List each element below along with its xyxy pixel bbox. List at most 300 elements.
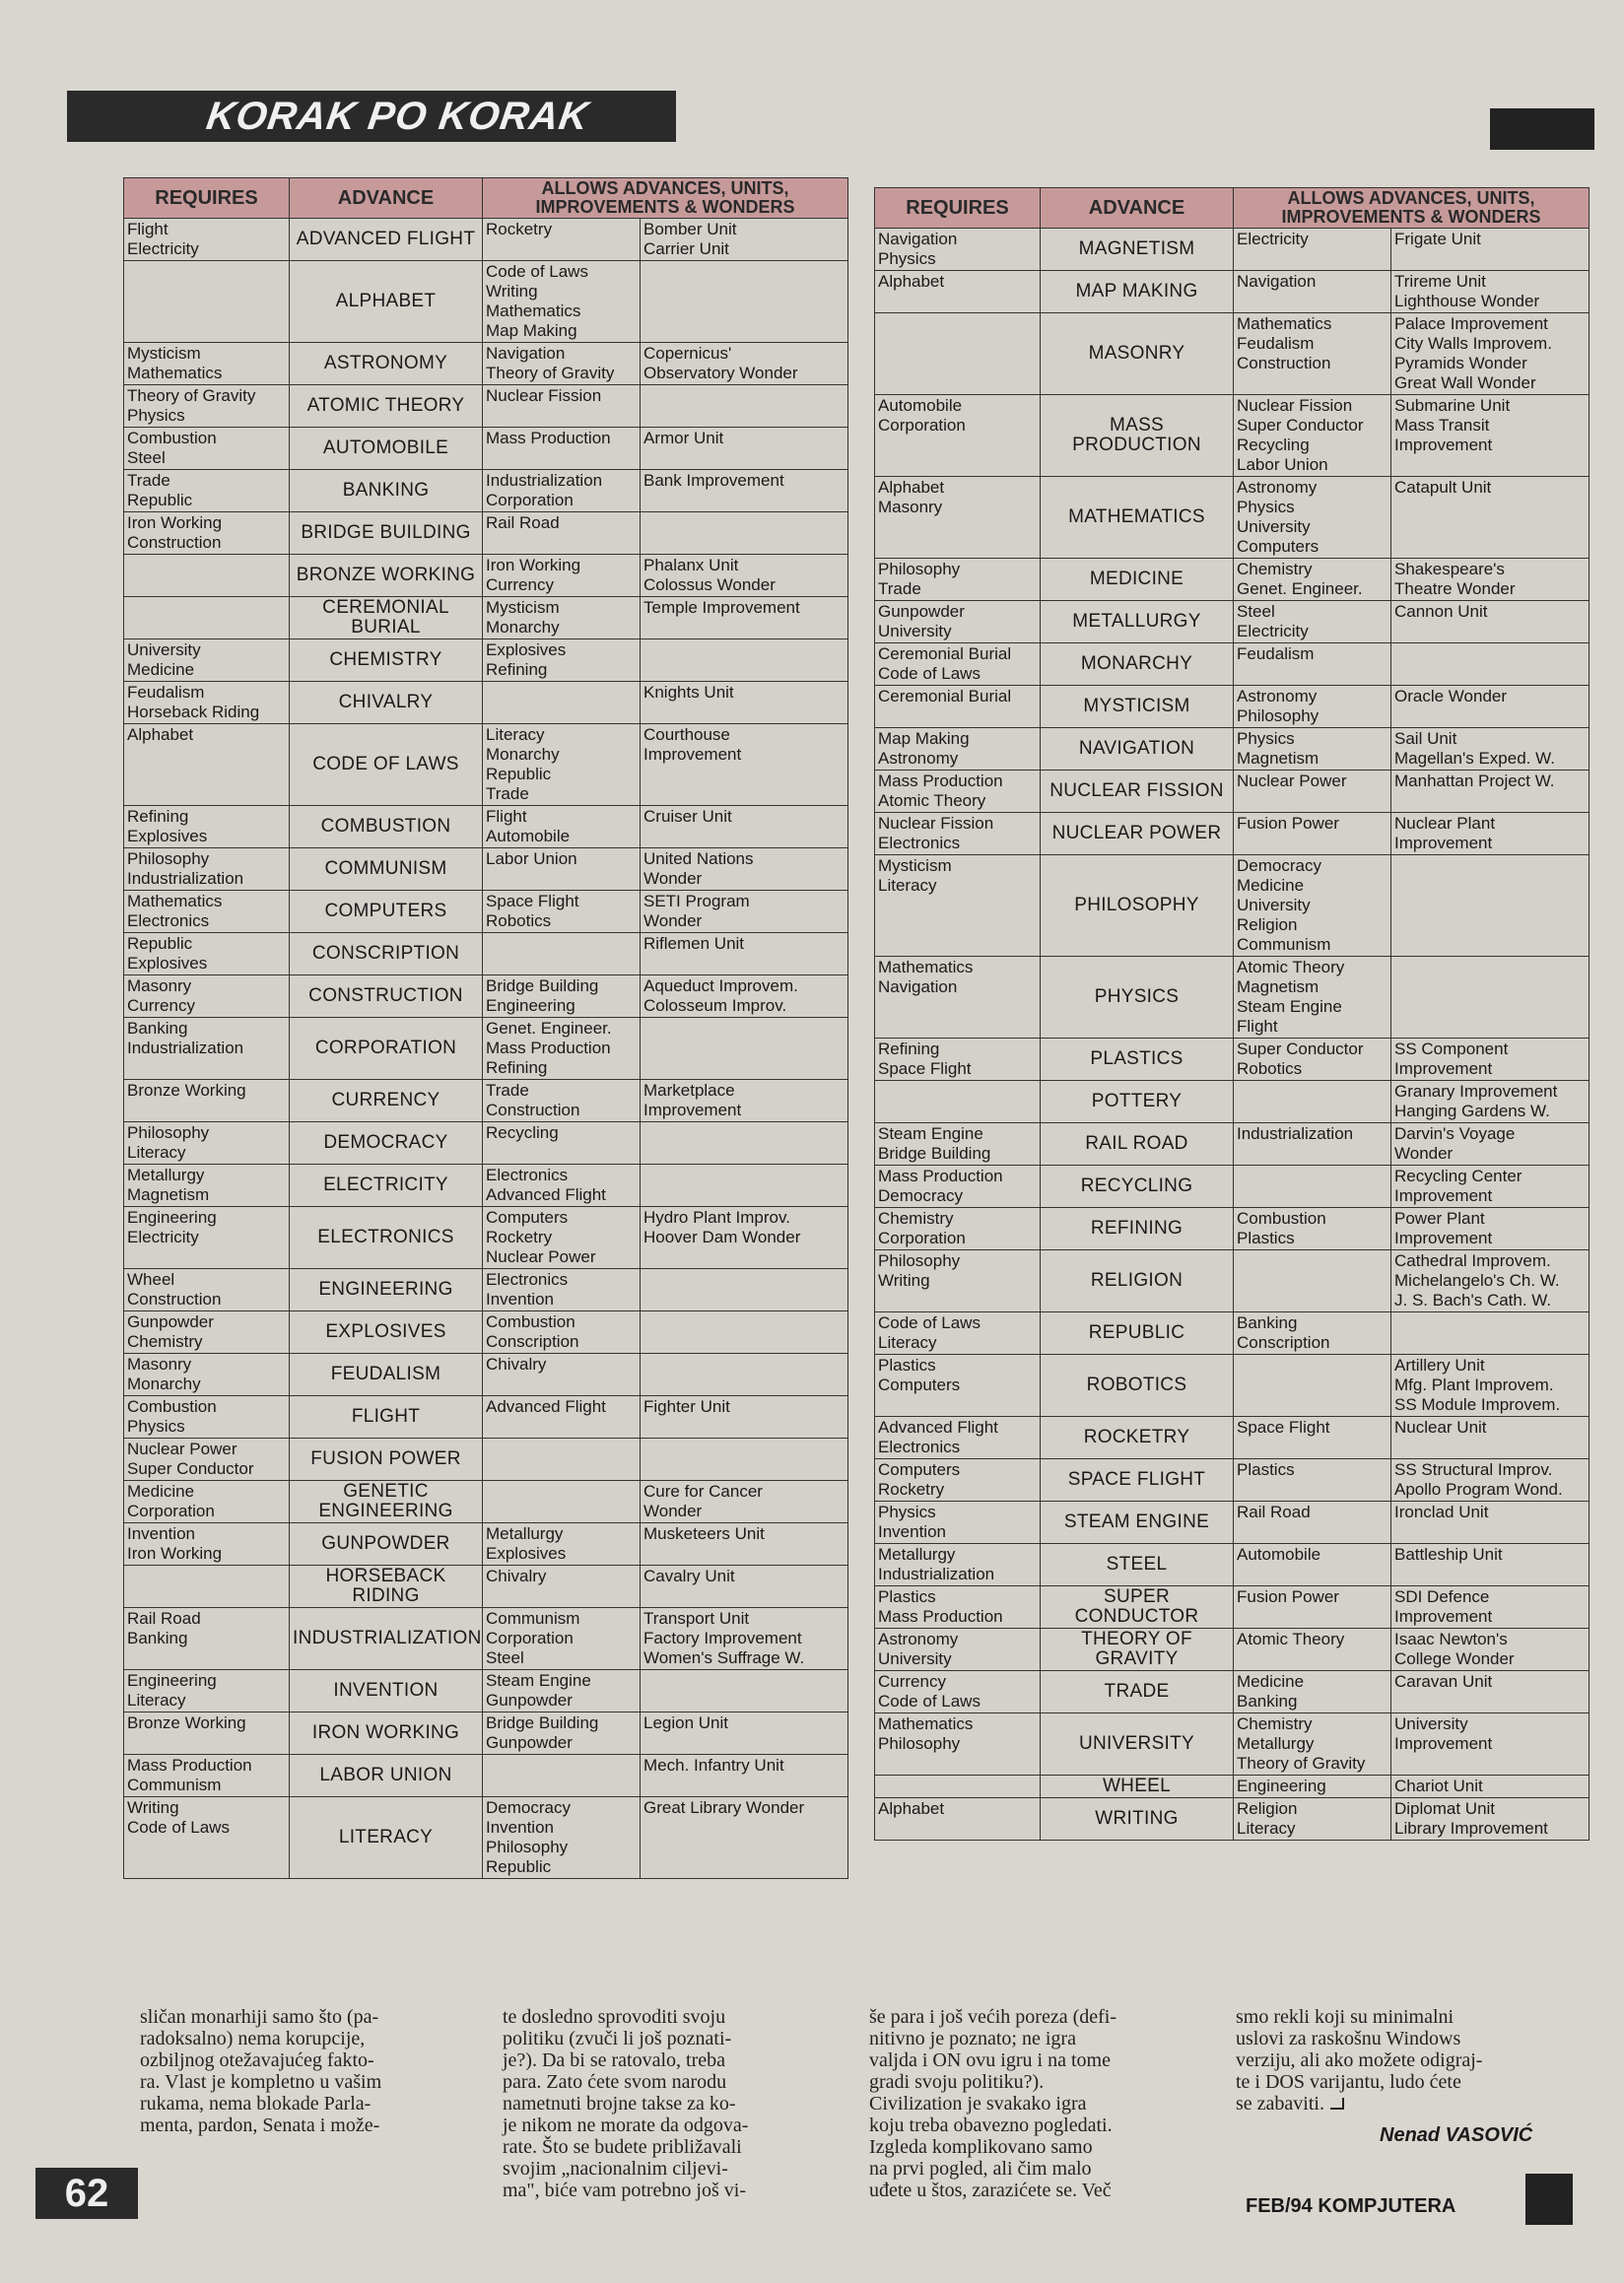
cell-allows-units: Great Library Wonder: [641, 1797, 848, 1879]
table-row: [875, 477, 1590, 559]
table-row: [875, 1544, 1590, 1586]
table-row: [875, 686, 1590, 728]
table-row: [124, 555, 848, 597]
cell-allows-units: Catapult Unit: [1391, 477, 1590, 559]
cell-advance: ELECTRICITY: [290, 1165, 483, 1207]
cell-allows-units: [641, 1439, 848, 1481]
table-row: [875, 1081, 1590, 1123]
table-row: [875, 1312, 1590, 1355]
table-row: [124, 975, 848, 1018]
cell-allows-advances: Navigation Theory of Gravity: [483, 343, 641, 385]
cell-allows-units: [641, 639, 848, 682]
table-row: [124, 1608, 848, 1670]
col-allows-header: ALLOWS ADVANCES, UNITS, IMPROVEMENTS & WONDERS: [483, 178, 848, 219]
cell-allows-advances: Literacy Monarchy Republic Trade: [483, 724, 641, 806]
cell-allows-units: [1391, 855, 1590, 957]
cell-allows-advances: Combustion Conscription: [483, 1311, 641, 1354]
cell-advance: ROBOTICS: [1041, 1355, 1234, 1417]
cell-requires: Nuclear Fission Electronics: [875, 813, 1041, 855]
table-row: [875, 1250, 1590, 1312]
table-row: [124, 933, 848, 975]
cell-allows-units: Bank Improvement: [641, 470, 848, 512]
cell-allows-units: Temple Improvement: [641, 597, 848, 639]
cell-allows-units: Manhattan Project W.: [1391, 771, 1590, 813]
cell-allows-units: Cruiser Unit: [641, 806, 848, 848]
cell-requires: Alphabet: [124, 724, 290, 806]
table-header-row: [124, 178, 848, 219]
cell-advance: DEMOCRACY: [290, 1122, 483, 1165]
cell-requires: Navigation Physics: [875, 229, 1041, 271]
end-mark-icon: [1330, 2098, 1344, 2110]
cell-allows-advances: Democracy Invention Philosophy Republic: [483, 1797, 641, 1879]
cell-advance: NAVIGATION: [1041, 728, 1234, 771]
cell-advance: COMMUNISM: [290, 848, 483, 891]
cell-allows-advances: Steel Electricity: [1234, 601, 1391, 643]
cell-advance: INVENTION: [290, 1670, 483, 1712]
cell-allows-advances: Fusion Power: [1234, 813, 1391, 855]
table-row: [875, 1039, 1590, 1081]
table-row: [124, 1670, 848, 1712]
cell-advance: ASTRONOMY: [290, 343, 483, 385]
cell-allows-advances: [1234, 1081, 1391, 1123]
cell-advance: RECYCLING: [1041, 1166, 1234, 1208]
cell-allows-advances: Nuclear Fission: [483, 385, 641, 428]
cell-advance: LITERACY: [290, 1797, 483, 1879]
cell-allows-advances: Atomic Theory: [1234, 1629, 1391, 1671]
cell-allows-advances: Rail Road: [1234, 1502, 1391, 1544]
cell-allows-units: Sail Unit Magellan's Exped. W.: [1391, 728, 1590, 771]
cell-requires: Mysticism Mathematics: [124, 343, 290, 385]
cell-allows-advances: Space Flight Robotics: [483, 891, 641, 933]
cell-requires: Alphabet Masonry: [875, 477, 1041, 559]
cell-allows-units: Trireme Unit Lighthouse Wonder: [1391, 271, 1590, 313]
cell-advance: RAIL ROAD: [1041, 1123, 1234, 1166]
cell-requires: Masonry Monarchy: [124, 1354, 290, 1396]
cell-requires: Code of Laws Literacy: [875, 1312, 1041, 1355]
article-text-col1: sličan monarhiji samo što (pa- radoksalno) nema korupcije, ozbiljnog otežavajućeg fakto- ra. Vlast je kompletno u vašim rukama, nema blokade Parla- menta, pardon, Senata i može-: [140, 2006, 382, 2136]
table-row: [875, 643, 1590, 686]
cell-allows-units: University Improvement: [1391, 1713, 1590, 1776]
table-row: [124, 1439, 848, 1481]
table-row: [124, 1080, 848, 1122]
cell-requires: Iron Working Construction: [124, 512, 290, 555]
cell-advance: BRONZE WORKING: [290, 555, 483, 597]
cell-advance: BANKING: [290, 470, 483, 512]
table-row: [875, 1776, 1590, 1798]
cell-allows-advances: Recycling: [483, 1122, 641, 1165]
table-row: [875, 728, 1590, 771]
cell-advance: INDUSTRIALIZATION: [290, 1608, 483, 1670]
cell-allows-advances: Labor Union: [483, 848, 641, 891]
table-row: [875, 1502, 1590, 1544]
cell-requires: Medicine Corporation: [124, 1481, 290, 1523]
cell-allows-units: Isaac Newton's College Wonder: [1391, 1629, 1590, 1671]
cell-allows-advances: Rocketry: [483, 219, 641, 261]
cell-allows-units: SS Structural Improv. Apollo Program Wond.: [1391, 1459, 1590, 1502]
cell-allows-advances: Super Conductor Robotics: [1234, 1039, 1391, 1081]
cell-allows-units: Hydro Plant Improv. Hoover Dam Wonder: [641, 1207, 848, 1269]
cell-requires: Alphabet: [875, 271, 1041, 313]
table-row: [875, 957, 1590, 1039]
cell-allows-units: [641, 1269, 848, 1311]
cell-advance: MASONRY: [1041, 313, 1234, 395]
corner-marker: [1490, 108, 1594, 150]
cell-advance: GUNPOWDER: [290, 1523, 483, 1566]
cell-requires: Engineering Literacy: [124, 1670, 290, 1712]
cell-requires: Advanced Flight Electronics: [875, 1417, 1041, 1459]
table-row: [124, 724, 848, 806]
cell-allows-advances: [483, 1481, 641, 1523]
cell-advance: MAP MAKING: [1041, 271, 1234, 313]
cell-advance: RELIGION: [1041, 1250, 1234, 1312]
article-text-col4-body: smo rekli koji su minimalni uslovi za raskošnu Windows verziju, ali ako možete odigraj- te i DOS varijantu, ludo ćete se zabaviti.: [1236, 2006, 1483, 2115]
cell-allows-advances: Automobile: [1234, 1544, 1391, 1586]
cell-requires: [875, 1776, 1041, 1798]
cell-advance: STEAM ENGINE: [1041, 1502, 1234, 1544]
table-row: [124, 682, 848, 724]
cell-advance: SPACE FLIGHT: [1041, 1459, 1234, 1502]
cell-requires: Mathematics Philosophy: [875, 1713, 1041, 1776]
table-row: [124, 1523, 848, 1566]
table-row: [124, 1311, 848, 1354]
cell-allows-units: Submarine Unit Mass Transit Improvement: [1391, 395, 1590, 477]
cell-advance: MAGNETISM: [1041, 229, 1234, 271]
cell-allows-advances: [1234, 1166, 1391, 1208]
cell-allows-advances: Bridge Building Engineering: [483, 975, 641, 1018]
tech-table-right: [874, 187, 1590, 1841]
table-row: [875, 1713, 1590, 1776]
cell-allows-units: Nuclear Unit: [1391, 1417, 1590, 1459]
cell-requires: Trade Republic: [124, 470, 290, 512]
cell-allows-advances: Chivalry: [483, 1354, 641, 1396]
table-row: [124, 385, 848, 428]
cell-advance: FEUDALISM: [290, 1354, 483, 1396]
table-row: [875, 1629, 1590, 1671]
table-row: [124, 1396, 848, 1439]
table-header-row: [875, 188, 1590, 229]
cell-requires: [875, 1081, 1041, 1123]
cell-allows-units: [641, 1165, 848, 1207]
cell-advance: SUPER CONDUCTOR: [1041, 1586, 1234, 1629]
cell-allows-units: Battleship Unit: [1391, 1544, 1590, 1586]
cell-allows-units: Palace Improvement City Walls Improvem. Pyramids Wonder Great Wall Wonder: [1391, 313, 1590, 395]
cell-advance: CONSCRIPTION: [290, 933, 483, 975]
cell-advance: MATHEMATICS: [1041, 477, 1234, 559]
cell-allows-advances: [1234, 1355, 1391, 1417]
cell-requires: Mathematics Electronics: [124, 891, 290, 933]
cell-advance: PHYSICS: [1041, 957, 1234, 1039]
table-row: [875, 1671, 1590, 1713]
cell-requires: Combustion Physics: [124, 1396, 290, 1439]
cell-advance: THEORY OF GRAVITY: [1041, 1629, 1234, 1671]
cell-allows-units: Nuclear Plant Improvement: [1391, 813, 1590, 855]
cell-allows-advances: Medicine Banking: [1234, 1671, 1391, 1713]
cell-advance: COMBUSTION: [290, 806, 483, 848]
table-row: [124, 1018, 848, 1080]
cell-advance: PLASTICS: [1041, 1039, 1234, 1081]
cell-requires: Alphabet: [875, 1798, 1041, 1841]
table-row: [124, 1207, 848, 1269]
cell-requires: Bronze Working: [124, 1080, 290, 1122]
table-row: [875, 1417, 1590, 1459]
col-requires-header: REQUIRES: [124, 178, 290, 219]
cell-advance: NUCLEAR POWER: [1041, 813, 1234, 855]
cell-requires: Mathematics Navigation: [875, 957, 1041, 1039]
cell-requires: Bronze Working: [124, 1712, 290, 1755]
footer-brand: FEB/94 KOMPJUTERA: [1246, 2195, 1456, 2217]
cell-allows-advances: Physics Magnetism: [1234, 728, 1391, 771]
cell-allows-units: [1391, 643, 1590, 686]
cell-allows-advances: Astronomy Physics University Computers: [1234, 477, 1391, 559]
table-row: [124, 891, 848, 933]
cell-advance: ALPHABET: [290, 261, 483, 343]
cell-allows-advances: Advanced Flight: [483, 1396, 641, 1439]
table-row: [124, 639, 848, 682]
cell-allows-advances: Flight Automobile: [483, 806, 641, 848]
cell-allows-advances: Chivalry: [483, 1566, 641, 1608]
cell-allows-units: Chariot Unit: [1391, 1776, 1590, 1798]
table-row: [875, 1459, 1590, 1502]
cell-advance: PHILOSOPHY: [1041, 855, 1234, 957]
cell-allows-advances: Electronics Invention: [483, 1269, 641, 1311]
table-row: [875, 229, 1590, 271]
table-row: [124, 343, 848, 385]
cell-allows-units: [641, 385, 848, 428]
cell-allows-advances: Nuclear Fission Super Conductor Recycling Labor Union: [1234, 395, 1391, 477]
table-row: [124, 1269, 848, 1311]
section-title: KORAK PO KORAK: [203, 95, 592, 138]
cell-advance: STEEL: [1041, 1544, 1234, 1586]
cell-advance: CORPORATION: [290, 1018, 483, 1080]
article-text-col4: [1236, 2006, 1573, 2115]
cell-allows-advances: Industrialization: [1234, 1123, 1391, 1166]
table-row: [124, 512, 848, 555]
cell-allows-advances: Metallurgy Explosives: [483, 1523, 641, 1566]
footer-marker: [1525, 2174, 1573, 2225]
cell-allows-advances: Engineering: [1234, 1776, 1391, 1798]
table-row: [124, 806, 848, 848]
table-row: [124, 261, 848, 343]
cell-allows-units: Artillery Unit Mfg. Plant Improvem. SS Module Improvem.: [1391, 1355, 1590, 1417]
cell-allows-units: Transport Unit Factory Improvement Women's Suffrage W.: [641, 1608, 848, 1670]
cell-requires: Refining Explosives: [124, 806, 290, 848]
cell-advance: FLIGHT: [290, 1396, 483, 1439]
cell-requires: Astronomy University: [875, 1629, 1041, 1671]
cell-requires: Banking Industrialization: [124, 1018, 290, 1080]
cell-allows-advances: [483, 933, 641, 975]
cell-advance: EXPLOSIVES: [290, 1311, 483, 1354]
cell-allows-units: [641, 261, 848, 343]
cell-allows-advances: Atomic Theory Magnetism Steam Engine Flight: [1234, 957, 1391, 1039]
cell-requires: Refining Space Flight: [875, 1039, 1041, 1081]
cell-advance: ATOMIC THEORY: [290, 385, 483, 428]
cell-advance: NUCLEAR FISSION: [1041, 771, 1234, 813]
cell-requires: Plastics Mass Production: [875, 1586, 1041, 1629]
cell-requires: Mass Production Democracy: [875, 1166, 1041, 1208]
cell-allows-units: [641, 1354, 848, 1396]
col-advance-header: ADVANCE: [290, 178, 483, 219]
table-row: [124, 1797, 848, 1879]
cell-allows-advances: Chemistry Genet. Engineer.: [1234, 559, 1391, 601]
cell-allows-units: Riflemen Unit: [641, 933, 848, 975]
cell-allows-units: Caravan Unit: [1391, 1671, 1590, 1713]
cell-requires: Mass Production Atomic Theory: [875, 771, 1041, 813]
cell-allows-units: Legion Unit: [641, 1712, 848, 1755]
cell-allows-advances: Electronics Advanced Flight: [483, 1165, 641, 1207]
table-row: [875, 1166, 1590, 1208]
cell-requires: Steam Engine Bridge Building: [875, 1123, 1041, 1166]
table-row: [875, 1355, 1590, 1417]
table-row: [875, 271, 1590, 313]
cell-requires: Feudalism Horseback Riding: [124, 682, 290, 724]
cell-requires: Chemistry Corporation: [875, 1208, 1041, 1250]
table-row: [875, 1586, 1590, 1629]
cell-allows-advances: Industrialization Corporation: [483, 470, 641, 512]
cell-requires: Philosophy Trade: [875, 559, 1041, 601]
cell-allows-advances: [1234, 1250, 1391, 1312]
cell-advance: CONSTRUCTION: [290, 975, 483, 1018]
cell-requires: Masonry Currency: [124, 975, 290, 1018]
cell-allows-advances: Code of Laws Writing Mathematics Map Making: [483, 261, 641, 343]
cell-allows-advances: Plastics: [1234, 1459, 1391, 1502]
table-row: [875, 395, 1590, 477]
cell-requires: Plastics Computers: [875, 1355, 1041, 1417]
cell-allows-advances: Iron Working Currency: [483, 555, 641, 597]
cell-advance: IRON WORKING: [290, 1712, 483, 1755]
cell-allows-units: Armor Unit: [641, 428, 848, 470]
cell-advance: CHEMISTRY: [290, 639, 483, 682]
table-row: [124, 1354, 848, 1396]
cell-advance: REFINING: [1041, 1208, 1234, 1250]
cell-advance: REPUBLIC: [1041, 1312, 1234, 1355]
cell-allows-advances: Democracy Medicine University Religion Communism: [1234, 855, 1391, 957]
cell-allows-advances: Communism Corporation Steel: [483, 1608, 641, 1670]
cell-allows-advances: Fusion Power: [1234, 1586, 1391, 1629]
cell-allows-units: Darvin's Voyage Wonder: [1391, 1123, 1590, 1166]
cell-allows-advances: Feudalism: [1234, 643, 1391, 686]
cell-allows-units: Cure for Cancer Wonder: [641, 1481, 848, 1523]
cell-allows-units: Marketplace Improvement: [641, 1080, 848, 1122]
table-row: [875, 855, 1590, 957]
table-row: [875, 559, 1590, 601]
cell-allows-units: SETI Program Wonder: [641, 891, 848, 933]
cell-allows-units: Cannon Unit: [1391, 601, 1590, 643]
cell-allows-units: Mech. Infantry Unit: [641, 1755, 848, 1797]
table-row: [124, 1481, 848, 1523]
cell-allows-units: Frigate Unit: [1391, 229, 1590, 271]
cell-allows-advances: Combustion Plastics: [1234, 1208, 1391, 1250]
cell-advance: CURRENCY: [290, 1080, 483, 1122]
cell-advance: AUTOMOBILE: [290, 428, 483, 470]
cell-requires: Flight Electricity: [124, 219, 290, 261]
cell-allows-advances: Chemistry Metallurgy Theory of Gravity: [1234, 1713, 1391, 1776]
cell-advance: ENGINEERING: [290, 1269, 483, 1311]
cell-requires: Rail Road Banking: [124, 1608, 290, 1670]
cell-advance: CODE OF LAWS: [290, 724, 483, 806]
cell-requires: Computers Rocketry: [875, 1459, 1041, 1502]
cell-allows-units: Bomber Unit Carrier Unit: [641, 219, 848, 261]
cell-allows-units: [1391, 957, 1590, 1039]
cell-allows-units: Diplomat Unit Library Improvement: [1391, 1798, 1590, 1841]
cell-allows-advances: Mysticism Monarchy: [483, 597, 641, 639]
cell-allows-advances: Astronomy Philosophy: [1234, 686, 1391, 728]
cell-allows-units: Recycling Center Improvement: [1391, 1166, 1590, 1208]
article-text-col3: še para i još većih poreza (defi- nitivno je poznato; ne igra valjda i ON ovu igru i na tome gradi svoju politiku?). Civilization je svakako igra koju treba obavezno pogledati. Izgleda komplikovano samo na prvi pogled, ali čim malo uđete u štos, zarazićete se. Več: [869, 2006, 1116, 2201]
table-row: [124, 597, 848, 639]
cell-advance: BRIDGE BUILDING: [290, 512, 483, 555]
cell-allows-advances: Nuclear Power: [1234, 771, 1391, 813]
cell-requires: Theory of Gravity Physics: [124, 385, 290, 428]
cell-advance: ROCKETRY: [1041, 1417, 1234, 1459]
cell-requires: [124, 555, 290, 597]
cell-requires: Philosophy Writing: [875, 1250, 1041, 1312]
cell-allows-units: [641, 1122, 848, 1165]
cell-advance: MONARCHY: [1041, 643, 1234, 686]
cell-advance: MYSTICISM: [1041, 686, 1234, 728]
cell-requires: Currency Code of Laws: [875, 1671, 1041, 1713]
cell-advance: WHEEL: [1041, 1776, 1234, 1798]
cell-allows-advances: [483, 1755, 641, 1797]
page-number: 62: [35, 2168, 138, 2219]
cell-requires: Nuclear Power Super Conductor: [124, 1439, 290, 1481]
article-text-col2: te dosledno sprovoditi svoju politiku (zvuči li još poznati- je?). Da bi se ratovalo, treba para. Zato ćete svom narodu nametnuti brojne takse za ko- je nikom ne morate da odgova- rate. Što se budete približavali svojim „nacionalnim ciljevi- ma", biće vam potrebno još vi-: [503, 2006, 749, 2201]
cell-advance: LABOR UNION: [290, 1755, 483, 1797]
cell-advance: GENETIC ENGINEERING: [290, 1481, 483, 1523]
cell-requires: Combustion Steel: [124, 428, 290, 470]
cell-requires: Metallurgy Industrialization: [875, 1544, 1041, 1586]
cell-advance: CEREMONIAL BURIAL: [290, 597, 483, 639]
cell-requires: [124, 261, 290, 343]
cell-allows-advances: Trade Construction: [483, 1080, 641, 1122]
cell-allows-units: Power Plant Improvement: [1391, 1208, 1590, 1250]
cell-requires: Map Making Astronomy: [875, 728, 1041, 771]
cell-allows-advances: Navigation: [1234, 271, 1391, 313]
cell-requires: Wheel Construction: [124, 1269, 290, 1311]
table-row: [124, 1165, 848, 1207]
cell-allows-units: [641, 1670, 848, 1712]
cell-requires: Philosophy Industrialization: [124, 848, 290, 891]
table-row: [875, 1123, 1590, 1166]
cell-allows-units: Ironclad Unit: [1391, 1502, 1590, 1544]
cell-requires: University Medicine: [124, 639, 290, 682]
cell-requires: [124, 1566, 290, 1608]
table-row: [875, 1798, 1590, 1841]
cell-advance: MEDICINE: [1041, 559, 1234, 601]
table-row: [124, 470, 848, 512]
cell-allows-advances: [483, 1439, 641, 1481]
cell-allows-units: Courthouse Improvement: [641, 724, 848, 806]
tech-table-left: [123, 177, 848, 1879]
cell-advance: WRITING: [1041, 1798, 1234, 1841]
table-row: [124, 848, 848, 891]
cell-advance: UNIVERSITY: [1041, 1713, 1234, 1776]
cell-allows-advances: Genet. Engineer. Mass Production Refining: [483, 1018, 641, 1080]
cell-allows-units: [641, 512, 848, 555]
col-advance-header: ADVANCE: [1041, 188, 1234, 229]
cell-allows-units: Aqueduct Improvem. Colosseum Improv.: [641, 975, 848, 1018]
cell-allows-advances: Bridge Building Gunpowder: [483, 1712, 641, 1755]
cell-allows-units: Cathedral Improvem. Michelangelo's Ch. W. J. S. Bach's Cath. W.: [1391, 1250, 1590, 1312]
table-row: [124, 1122, 848, 1165]
cell-allows-units: Knights Unit: [641, 682, 848, 724]
col-allows-header: ALLOWS ADVANCES, UNITS, IMPROVEMENTS & WONDERS: [1234, 188, 1590, 229]
cell-requires: [875, 313, 1041, 395]
cell-allows-units: Oracle Wonder: [1391, 686, 1590, 728]
cell-allows-units: Cavalry Unit: [641, 1566, 848, 1608]
cell-allows-units: Granary Improvement Hanging Gardens W.: [1391, 1081, 1590, 1123]
cell-requires: Engineering Electricity: [124, 1207, 290, 1269]
cell-allows-advances: Mathematics Feudalism Construction: [1234, 313, 1391, 395]
